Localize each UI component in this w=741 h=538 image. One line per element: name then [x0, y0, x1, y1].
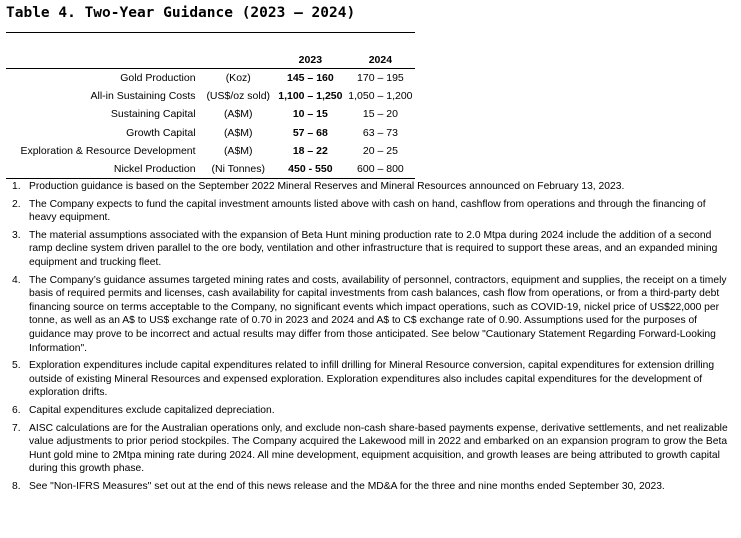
- footnote: [6, 198, 734, 225]
- row-value-2024: 63 – 73: [362, 126, 398, 139]
- row-label: Nickel Production: [6, 160, 202, 179]
- table-header-row: [6, 52, 415, 69]
- row-label: Exploration & Resource Development: [20, 144, 196, 157]
- footnote: [6, 480, 734, 494]
- row-unit: (Koz): [225, 72, 251, 84]
- row-unit: (A$M): [223, 144, 253, 157]
- footnote-text: The Company’s guidance assumes targeted mining rates and costs, availability of personnel, contractors, equipment and supplies, the receipt on a timely basis of required permits and licenses, cash availability for capital investments from cash balances, cash flow from operations, or from a third-party debt financing source on terms acceptable to the Company, no significant events which impact operations, such as COVID-19, nickel price of US$22,000 per tonne, as well as an A$ to US$ exchange rate of 0.70 in 2023 and 2024 and A$ to C$ exchange rate of 0.90. Assumptions used for the purposes of guidance may prove to be incorrect and actual results may differ from those anticipated. See below "Cautionary Statement Regarding Forward-Looking Information".: [29, 274, 727, 354]
- row-value-2024: 20 – 25: [362, 144, 398, 157]
- footnote-text: Capital expenditures exclude capitalized depreciation.: [29, 404, 275, 416]
- row-value-2024: 1,050 – 1,200: [348, 90, 413, 103]
- footnote: [6, 422, 734, 476]
- footnote-text: See "Non-IFRS Measures" set out at the end of this news release and the MD&A for the three and nine months ended September 30, 2023.: [29, 480, 665, 492]
- table-title: Table 4. Two-Year Guidance (2023 – 2024): [6, 5, 356, 21]
- table-row: [6, 87, 415, 105]
- row-unit: (A$M): [223, 126, 253, 139]
- table-row: [6, 124, 415, 142]
- table-row: [6, 105, 415, 123]
- row-unit: (A$M): [223, 108, 253, 121]
- footnote: [6, 274, 734, 356]
- footnote-number: 7.: [12, 422, 21, 434]
- footnote: [6, 404, 734, 418]
- footnote: [6, 180, 734, 194]
- row-value-2024: 600 – 800: [346, 160, 415, 179]
- footnote-text: The Company expects to fund the capital investment amounts listed above with cash on hand, cashflow from operations and through the financing of heavy equipment.: [29, 198, 706, 224]
- footnote-text: The material assumptions associated with the expansion of Beta Hunt mining production rate to 2.0 Mtpa during 2024 include the addition of a second ramp decline system driven parallel to the ore body, ventilation and other infrastructure that is required to support these areas, and an expanded mining equipment and trucking fleet.: [29, 229, 718, 268]
- footnote-number: 5.: [12, 360, 21, 372]
- row-value-2023: 450 - 550: [275, 160, 346, 179]
- footnote-text: Production guidance is based on the September 2022 Mineral Reserves and Mineral Resources announced on February 13, 2023.: [29, 181, 625, 192]
- row-label: Gold Production: [120, 72, 196, 84]
- footnote: [6, 229, 734, 270]
- footnotes-list: [6, 180, 734, 497]
- header-label: [6, 52, 202, 69]
- header-2023: 2023: [275, 52, 346, 69]
- row-value-2023: 145 – 160: [287, 72, 334, 84]
- footnote-text: Exploration expenditures include capital expenditures related to infill drilling for Mineral Resource conversion, capital expenditures for extension drilling outside of existing Mineral Resources and expensed exploration. Exploration expenditures also includes capital expenditures for the development of exploration drifts.: [29, 360, 715, 399]
- header-2024: 2024: [346, 52, 415, 69]
- row-value-2024: 15 – 20: [362, 108, 398, 121]
- row-value-2023: 57 – 68: [292, 126, 328, 139]
- row-label: Growth Capital: [126, 126, 196, 139]
- row-unit: (US$/oz sold): [206, 90, 271, 103]
- header-unit: [202, 52, 275, 69]
- title-underline: [6, 32, 415, 33]
- row-value-2023: 18 – 22: [292, 144, 328, 157]
- footnote: [6, 359, 734, 400]
- row-value-2023: 1,100 – 1,250: [278, 90, 343, 103]
- footnote-text: AISC calculations are for the Australian operations only, and exclude non-cash share-based payments expense, derivative settlements, and net realizable value adjustments to prior period stockpiles. The Company acquired the Lakewood mill in 2022 and embarked on an expansion program to grow the Beta Hunt gold mine to 2Mtpa mining rate during 2024. All mine development, equipment acquisition, and growth leases are being attributed to growth capital during this growth phase.: [29, 422, 728, 475]
- row-label: Sustaining Capital: [110, 108, 196, 121]
- footnote-number: 8.: [12, 480, 21, 492]
- table-row: [6, 69, 415, 88]
- footnote-number: 6.: [12, 404, 21, 416]
- footnote-number: 2.: [12, 198, 21, 210]
- guidance-table: [6, 52, 415, 179]
- footnote-number: 1.: [12, 181, 21, 192]
- footnote-number: 3.: [12, 229, 21, 241]
- table-row: [6, 160, 415, 179]
- table-row: [6, 142, 415, 160]
- row-label: All-in Sustaining Costs: [90, 90, 196, 103]
- row-value-2024: 170 – 195: [357, 72, 404, 84]
- row-value-2023: 10 – 15: [292, 108, 328, 121]
- footnote-number: 4.: [12, 274, 21, 286]
- row-unit: (Ni Tonnes): [202, 160, 275, 179]
